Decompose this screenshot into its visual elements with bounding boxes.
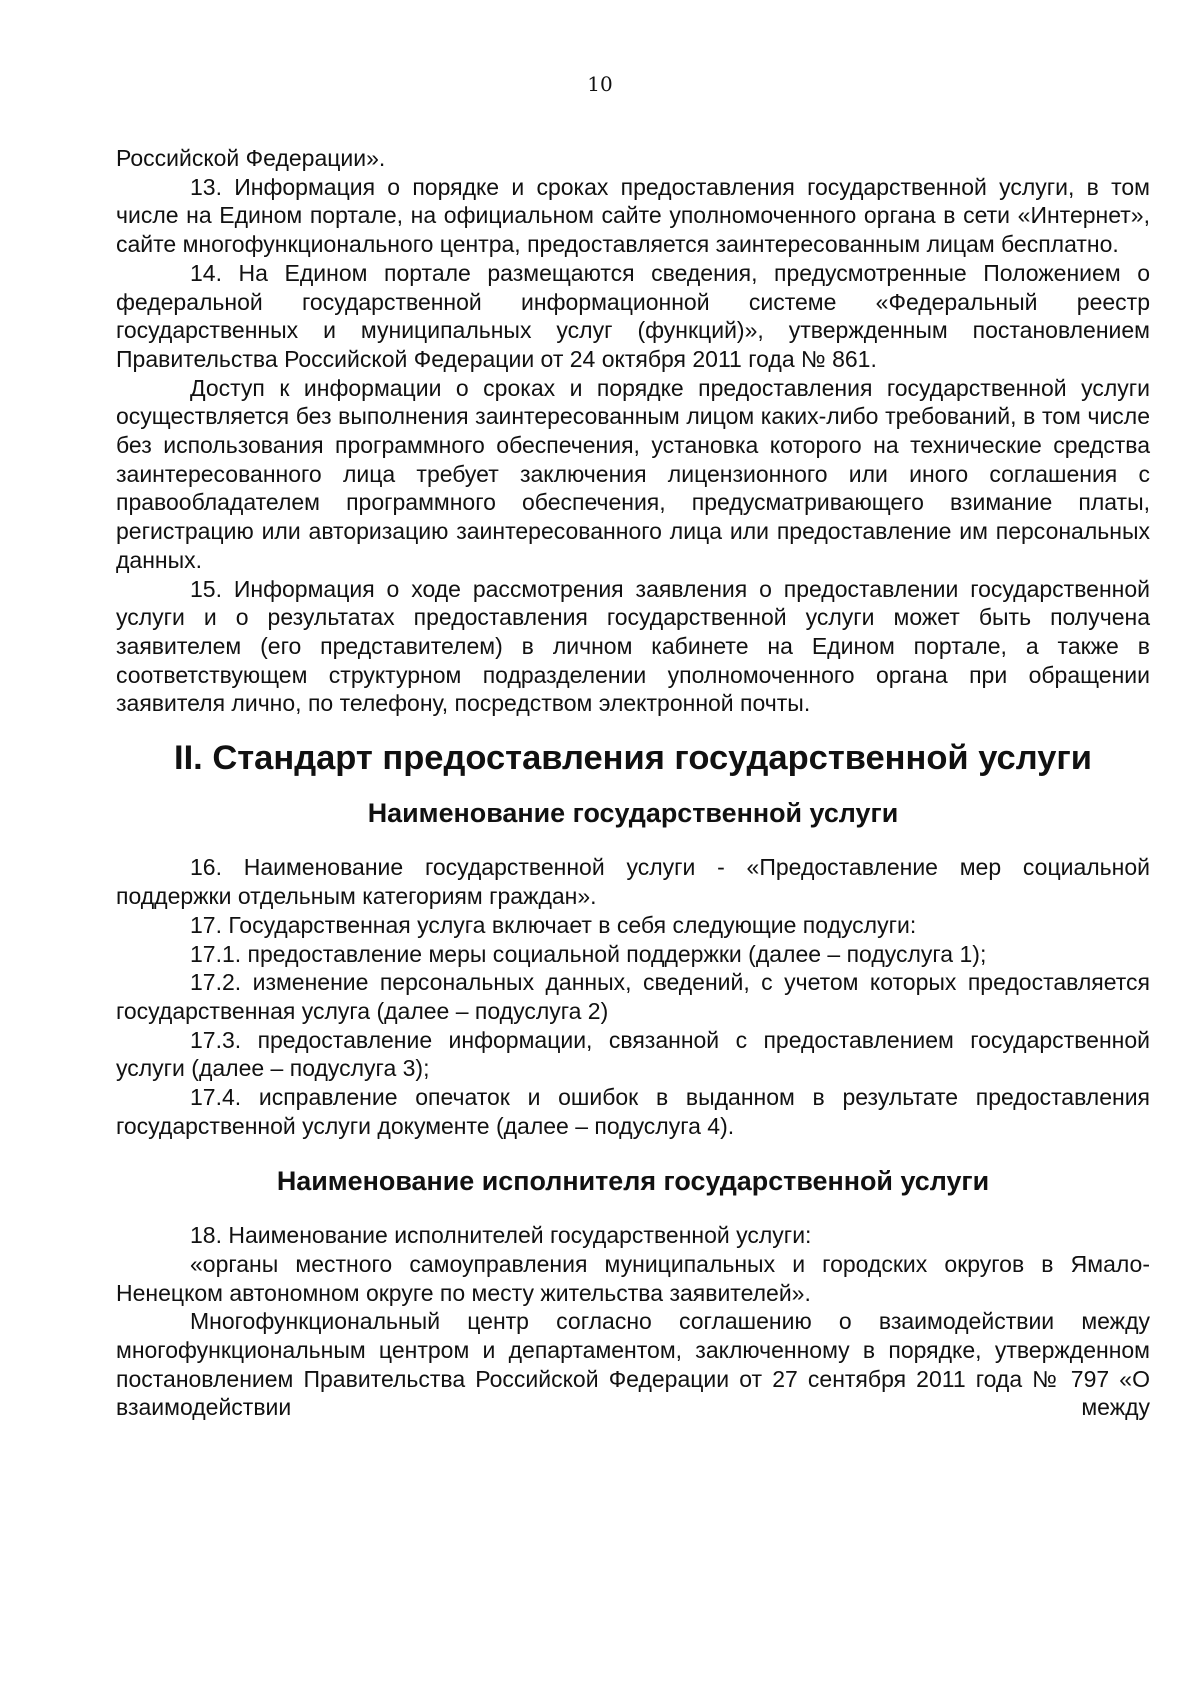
document-body — [116, 144, 1150, 1422]
paragraph-17-2: 17.2. изменение персональных данных, сведений, с учетом которых предоставляется государственная услуга (далее – подуслуга 2) — [116, 969, 1150, 1024]
paragraph-16: 16. Наименование государственной услуги - «Предоставление мер социальной поддержки отдельным категориям граждан». — [116, 854, 1150, 910]
paragraph-14: 14. На Едином портале размещаются сведения, предусмотренные Положением о федеральной государственной информационной системе «Федеральный реестр государственных и муниципальных услуг (функций)», утвержденным постановлением Правительства Российской Федерации от 24 октября 2011 года № 861. — [116, 259, 1150, 372]
paragraph-mfc: Многофункциональный центр согласно соглашению о взаимодействии между многофункциональным центром и департаментом, заключенному в порядке, утвержденном постановлением Правительства Российской Федерации от 27 сентября 2011 года № 797 «О взаимодействии между — [116, 1308, 1150, 1421]
heading-service-executor: Наименование исполнителя государственной услуги — [276, 1165, 990, 1196]
paragraph-18: 18. Наименование исполнителей государственной услуги: — [190, 1222, 812, 1249]
paragraph-15: 15. Информация о ходе рассмотрения заявления о предоставлении государственной услуги и о результатах предоставления государственной услуги может быть получена заявителем (его представителем) в личном кабинете на Едином портале, а также в соответствующем структурном подразделении уполномоченного органа при обращении заявителя лично, по телефону, посредством электронной почты. — [116, 575, 1150, 717]
paragraph-access-info: Доступ к информации о сроках и порядке предоставления государственной услуги осуществляется без выполнения заинтересованным лицом каких-либо требований, в том числе без использования программного обеспечения, установка которого на технические средства заинтересованного лица требует заключения лицензионного или иного соглашения с правообладателем программного обеспечения, предусматривающего взимание платы, регистрацию или авторизацию заинтересованного лица или предоставление им персональных данных. — [116, 374, 1150, 573]
section-heading-standard: II. Стандарт предоставления государственной услуги — [174, 739, 1092, 778]
paragraph-17-3: 17.3. предоставление информации, связанной с предоставлением государственной услуги (далее – подуслуга 3); — [116, 1026, 1150, 1082]
page-number: 10 — [587, 72, 613, 96]
heading-service-name: Наименование государственной услуги — [367, 797, 899, 828]
paragraph-17-4: 17.4. исправление опечаток и ошибок в выданном в результате предоставления государственной услуги документе (далее – подуслуга 4). — [116, 1084, 1150, 1139]
paragraph-17-1: 17.1. предоставление меры социальной поддержки (далее – подуслуга 1); — [190, 940, 987, 967]
paragraph-18-bodies: «органы местного самоуправления муниципальных и городских округов в Ямало-Ненецком автономном округе по месту жительства заявителей». — [116, 1250, 1150, 1306]
paragraph-17: 17. Государственная услуга включает в себя следующие подуслуги: — [190, 911, 917, 938]
paragraph-continuation: Российской Федерации». — [116, 145, 386, 171]
paragraph-13: 13. Информация о порядке и сроках предоставления государственной услуги, в том числе на Едином портале, на официальном сайте уполномоченного органа в сети «Интернет», сайте многофункционального центра, предоставляется заинтересованным лицам бесплатно. — [116, 173, 1150, 258]
